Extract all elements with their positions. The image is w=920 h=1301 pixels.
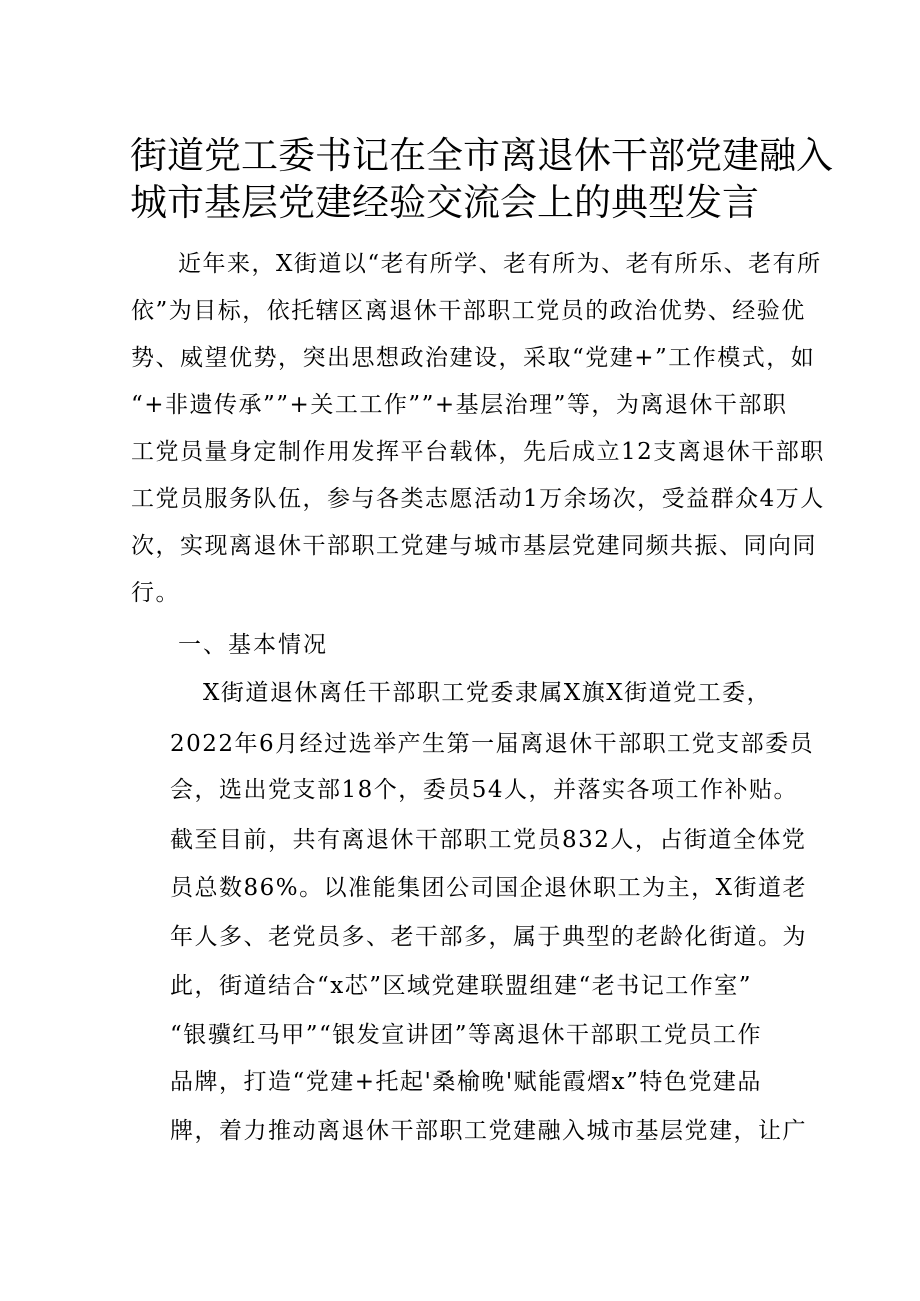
intro-line-7: 次，实现离退休干部职工党建与城市基层党建同频共振、同向同 bbox=[131, 533, 817, 559]
intro-line-8: 行。 bbox=[131, 580, 180, 606]
section-line-2: 2022年6月经过选举产生第一届离退休干部职工党支部委员 bbox=[170, 731, 815, 757]
section-line-5: 员总数86%。以准能集团公司国企退休职工为主，X街道老 bbox=[170, 875, 807, 901]
section-line-1: X街道退休离任干部职工党委隶属X旗X街道党工委， bbox=[203, 680, 772, 706]
intro-line-4: “+非遗传承””+关工工作””+基层治理”等，为离退休干部职 bbox=[131, 392, 788, 418]
intro-line-1: 近年来，X街道以“老有所学、老有所为、老有所乐、老有所 bbox=[178, 251, 822, 277]
section-line-9: 品牌，打造“党建+托起'桑榆晚'赋能霞熠x”特色党建品 bbox=[170, 1069, 762, 1095]
intro-line-5: 工党员量身定制作用发挥平台载体，先后成立12支离退休干部职 bbox=[131, 439, 825, 465]
intro-line-2: 依”为目标，依托辖区离退休干部职工党员的政治优势、经验优 bbox=[131, 298, 806, 324]
intro-line-6: 工党员服务队伍，参与各类志愿活动1万余场次，受益群众4万人 bbox=[131, 486, 825, 512]
section-line-4: 截至目前，共有离退休干部职工党员832人，占街道全体党 bbox=[170, 827, 807, 853]
title-line-2: 城市基层党建经验交流会上的典型发言 bbox=[130, 181, 759, 224]
section-line-6: 年人多、老党员多、老干部多，属于典型的老龄化街道。为 bbox=[170, 924, 807, 950]
section-line-10: 牌，着力推动离退休干部职工党建融入城市基层党建，让广 bbox=[170, 1118, 807, 1144]
document-title bbox=[130, 132, 833, 226]
section-line-7: 此，街道结合“x芯”区域党建联盟组建“老书记工作室” bbox=[170, 973, 753, 999]
intro-line-3: 势、威望优势，突出思想政治建设，采取“党建+”工作模式，如 bbox=[131, 345, 816, 371]
section-line-8: “银骥红马甲”“银发宣讲团”等离退休干部职工党员工作 bbox=[170, 1022, 763, 1048]
section-heading: 一、基本情况 bbox=[178, 632, 328, 658]
title-line-1: 街道党工委书记在全市离退休干部党建融入 bbox=[130, 134, 833, 177]
section-line-3: 会，选出党支部18个，委员54人，并落实各项工作补贴。 bbox=[170, 777, 799, 803]
